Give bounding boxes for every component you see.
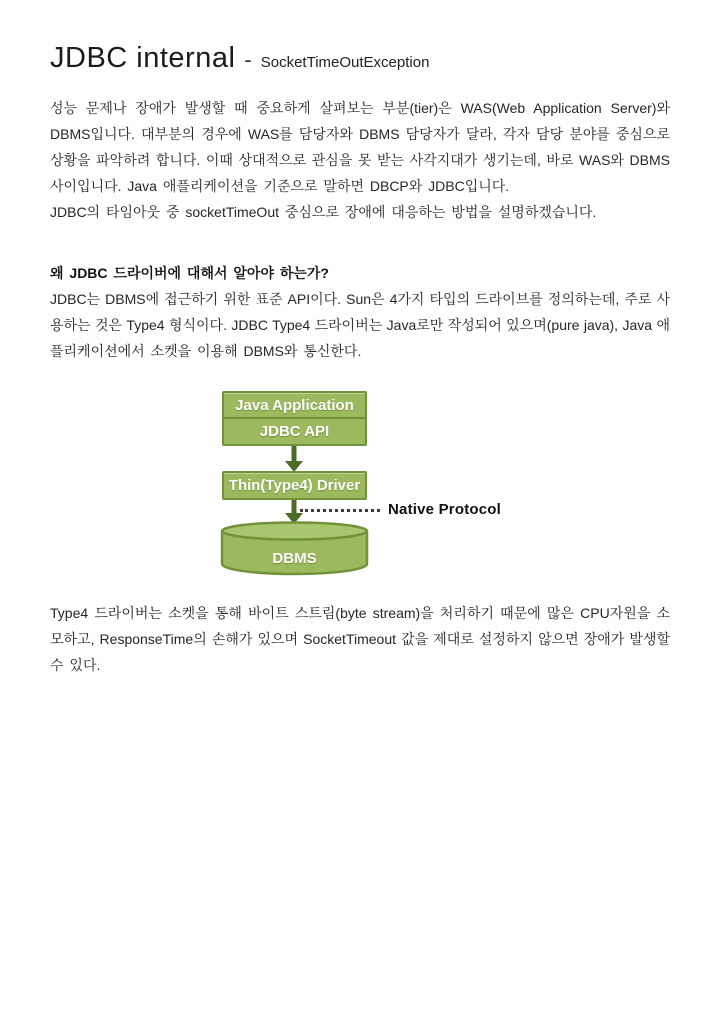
jdbc-api-label: JDBC API (259, 423, 330, 440)
intro-paragraph (50, 95, 670, 199)
text-line: JDBC는 DBMS에 접근하기 위한 표준 API이다. Sun은 4가지 타입의 드라이브를 정의하는데, 주로 사 (50, 291, 670, 307)
section-heading-block (50, 260, 670, 286)
dbms-label: DBMS (272, 550, 317, 567)
dbms-cylinder (219, 520, 370, 578)
arrow-down-icon (281, 446, 307, 472)
text-line: Type4 드라이버는 소켓을 통해 바이트 스트림(byte stream)을 처리하기 때문에 많은 CPU자원을 소 (50, 605, 670, 621)
native-protocol-label: Native Protocol (388, 501, 502, 518)
title-dash: - (244, 47, 252, 72)
text-line: 상황을 파악하려 합니다. 이때 상대적으로 관심을 못 받는 사각지대가 생기는데, 바로 WAS와 DBMS (50, 152, 670, 168)
text-line: 용하는 것은 Type4 형식이다. JDBC Type4 드라이버는 Java로만 작성되어 있으며(pure java), Java 애 (50, 317, 670, 333)
text-line: DBMS입니다. 대부분의 경우에 WAS를 담당자와 DBMS 담당자가 달라, 각자 담당 분야를 중심으로 (50, 126, 670, 142)
title-subtitle: SocketTimeOutException (260, 54, 430, 71)
text-line: JDBC의 타임아웃 중 socketTimeOut 중심으로 장애에 대응하는 방법을 설명하겠습니다. (50, 204, 597, 220)
java-application-box (222, 391, 367, 446)
text-line: 성능 문제나 장애가 발생할 때 중요하게 살펴보는 부분(tier)은 WAS(Web Application Server)와 (50, 100, 670, 116)
text-line: 모하고, ResponseTime의 손해가 있으며 SocketTimeout 값을 제대로 설정하지 않으면 장애가 발생할 (50, 631, 670, 647)
java-application-label: Java Application (224, 393, 365, 419)
driver-box: Thin(Type4) Driver (222, 471, 367, 500)
intro-paragraph-2 (50, 199, 670, 225)
text-line: 사이입니다. Java 애플리케이션을 기준으로 말하면 DBCP와 JDBC입니다. (50, 178, 510, 194)
section-body-paragraph (50, 286, 670, 364)
native-protocol-connector (300, 509, 380, 512)
text-line: 수 있다. (50, 657, 101, 673)
title-main: JDBC internal (50, 42, 236, 74)
section-heading: 왜 JDBC 드라이버에 대해서 알아야 하는가? (50, 265, 329, 281)
closing-paragraph (50, 600, 670, 678)
database-icon (219, 520, 370, 578)
text-line: 플리케이션에서 소켓을 이용해 DBMS와 통신한다. (50, 343, 362, 359)
page-title (50, 42, 429, 75)
